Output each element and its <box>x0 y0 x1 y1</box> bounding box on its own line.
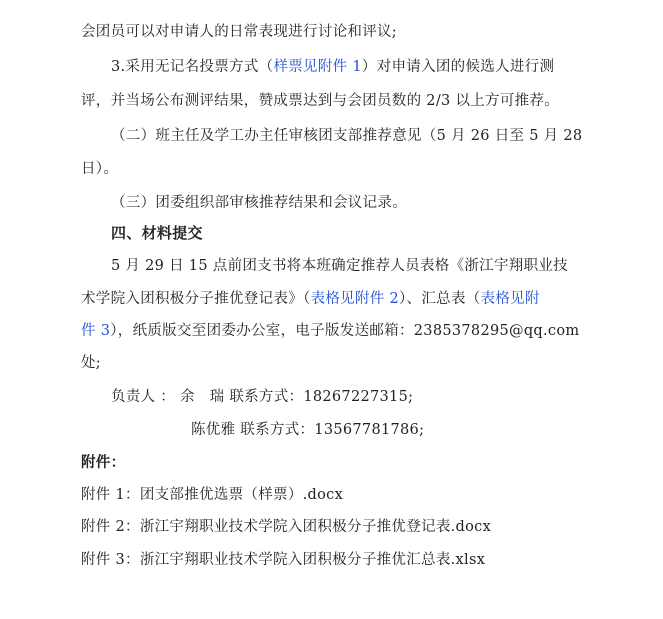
paragraph-line <box>111 57 581 77</box>
paragraph-line <box>81 321 581 341</box>
text-span: 术学院入团积极分子推优登记表》（ <box>81 291 311 307</box>
section-heading: 四、材料提交 <box>111 224 203 242</box>
attachment-item: 附件 1：团支部推优选票（样票）.docx <box>81 487 344 503</box>
paragraph-line: 日）。 <box>81 161 119 177</box>
paragraph-line: 处; <box>81 355 101 371</box>
contact-line: 陈优雅 联系方式：13567781786; <box>191 422 425 438</box>
attachments-title: 附件： <box>81 455 126 471</box>
paragraph-line: 会团员可以对申请人的日常表现进行讨论和评议; <box>81 24 397 40</box>
attachment-3-link[interactable]: 表格见附 <box>480 291 540 307</box>
attachment-item: 附件 3：浙江宇翔职业技术学院入团积极分子推优汇总表.xlsx <box>81 552 486 568</box>
paragraph-line: （三）团委组织部审核推荐结果和会议记录。 <box>111 195 407 211</box>
text-span: ），纸质版交至团委办公室，电子版发送邮箱：2385378295@qq.com <box>110 323 580 339</box>
paragraph-line: 5 月 29 日 15 点前团支书将本班确定推荐人员表格《浙江宇翔职业技 <box>111 258 568 274</box>
text-span: ）、汇总表（ <box>399 291 481 307</box>
paragraph-line: 评，并当场公布测评结果，赞成票达到与会团员数的 2/3 以上方可推荐。 <box>81 93 560 109</box>
contact-line: 负责人 ： 余 瑞 联系方式：18267227315; <box>111 389 414 405</box>
text-span: ）对申请入团的候选人进行测 <box>361 59 555 75</box>
attachment-3-link-continued[interactable]: 件 3 <box>81 323 111 339</box>
attachment-item: 附件 2：浙江宇翔职业技术学院入团积极分子推优登记表.docx <box>81 519 492 535</box>
attachment-2-link[interactable]: 表格见附件 2 <box>310 291 399 307</box>
text-span: 3.采用无记名投票方式（ <box>111 59 274 75</box>
paragraph-line <box>81 289 581 309</box>
attachment-1-link[interactable]: 样票见附件 1 <box>273 59 362 75</box>
paragraph-line: （二）班主任及学工办主任审核团支部推荐意见（5 月 26 日至 5 月 28 <box>111 128 583 144</box>
